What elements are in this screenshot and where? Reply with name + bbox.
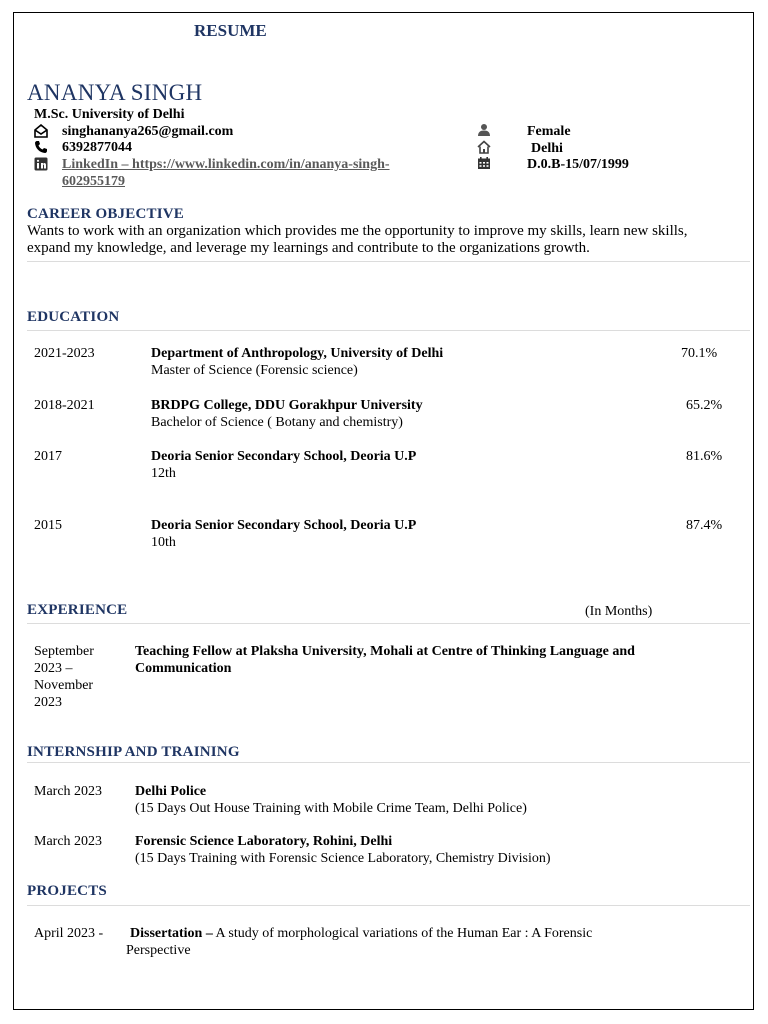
internship-detail: (15 Days Training with Forensic Science Laboratory, Chemistry Division) <box>135 851 551 866</box>
phone-icon <box>34 140 48 154</box>
education-institution: Deoria Senior Secondary School, Deoria U.P <box>151 449 417 464</box>
section-divider <box>27 330 750 331</box>
city-text: Delhi <box>531 141 563 156</box>
envelope-icon <box>34 124 48 138</box>
project-date: April 2023 - <box>34 926 104 941</box>
internship-title: Delhi Police <box>135 784 207 799</box>
education-score: 70.1% <box>681 346 718 361</box>
section-divider <box>27 261 750 262</box>
home-icon <box>477 140 491 154</box>
phone-text: 6392877044 <box>62 140 132 155</box>
linkedin-icon <box>34 157 48 171</box>
candidate-name: ANANYA SINGH <box>27 80 203 105</box>
internship-detail: (15 Days Out House Training with Mobile Crime Team, Delhi Police) <box>135 801 527 816</box>
project-title: Dissertation – <box>130 926 213 941</box>
experience-role-continued: Communication <box>135 661 232 676</box>
education-score: 87.4% <box>686 518 723 533</box>
section-divider <box>27 623 750 624</box>
project-description-continued: Perspective <box>126 943 191 958</box>
experience-heading: EXPERIENCE <box>27 602 128 618</box>
education-score: 81.6% <box>686 449 723 464</box>
career-objective-line-2: expand my knowledge, and leverage my learnings and contribute to the organizations growth. <box>27 240 590 256</box>
career-objective-heading: CAREER OBJECTIVE <box>27 206 184 222</box>
experience-duration-note: (In Months) <box>585 604 653 619</box>
linkedin-link[interactable]: LinkedIn – https://www.linkedin.com/in/ananya-singh- <box>62 157 390 172</box>
projects-heading: PROJECTS <box>27 883 107 899</box>
experience-date: September <box>34 644 94 659</box>
education-detail: Master of Science (Forensic science) <box>151 363 358 378</box>
section-divider <box>27 762 750 763</box>
experience-date: 2023 – <box>34 661 73 676</box>
experience-role: Teaching Fellow at Plaksha University, Mohali at Centre of Thinking Language and <box>135 644 635 659</box>
gender-text: Female <box>527 124 571 139</box>
education-institution: Department of Anthropology, University of Delhi <box>151 346 444 361</box>
education-institution: BRDPG College, DDU Gorakhpur University <box>151 398 423 413</box>
education-year: 2021-2023 <box>34 346 95 361</box>
project-description-text: A study of morphological variations of the Human Ear : A Forensic <box>212 926 593 941</box>
education-detail: 10th <box>151 535 176 550</box>
education-year: 2017 <box>34 449 62 464</box>
email-text: singhananya265@gmail.com <box>62 124 234 139</box>
experience-date: 2023 <box>34 695 62 710</box>
education-detail: 12th <box>151 466 176 481</box>
internship-title: Forensic Science Laboratory, Rohini, Delhi <box>135 834 393 849</box>
education-score: 65.2% <box>686 398 723 413</box>
career-objective-line-1: Wants to work with an organization which provides me the opportunity to improve my skills, learn new skills, <box>27 223 688 239</box>
education-heading: EDUCATION <box>27 309 120 325</box>
education-detail: Bachelor of Science ( Botany and chemistry) <box>151 415 403 430</box>
project-description <box>130 925 592 942</box>
degree-line: M.Sc. University of Delhi <box>34 107 185 122</box>
section-divider <box>27 905 750 906</box>
internship-heading: INTERNSHIP AND TRAINING <box>27 744 240 760</box>
education-year: 2015 <box>34 518 62 533</box>
calendar-icon <box>477 156 491 170</box>
experience-date: November <box>34 678 94 693</box>
internship-date: March 2023 <box>34 834 103 849</box>
internship-date: March 2023 <box>34 784 103 799</box>
dob-text: D.0.B-15/07/1999 <box>527 157 629 172</box>
linkedin-link-continued[interactable]: 602955179 <box>62 174 125 189</box>
education-institution: Deoria Senior Secondary School, Deoria U.P <box>151 518 417 533</box>
education-year: 2018-2021 <box>34 398 95 413</box>
person-icon <box>477 123 491 137</box>
document-title: RESUME <box>194 21 267 40</box>
